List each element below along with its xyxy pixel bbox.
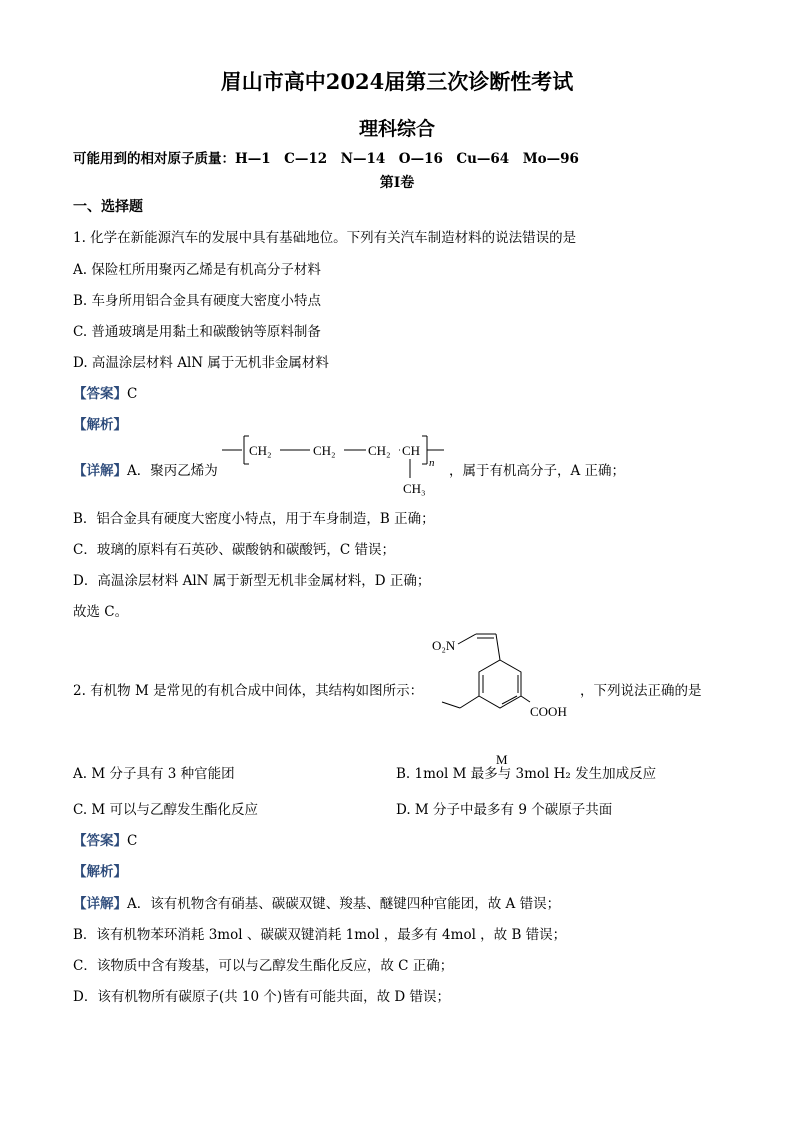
compound-label: M <box>496 752 508 767</box>
answer-value: C <box>127 386 138 402</box>
analysis-label: 【解析】 <box>73 864 127 880</box>
detail-a-text: A．该有机物含有硝基、碳碳双键、羧基、醚键四种官能团，故 A 错误； <box>127 896 561 912</box>
q1-option-d: D. 高温涂层材料 AlN 属于无机非金属材料 <box>73 355 329 371</box>
q2-option-a: A. M 分子具有 3 种官能团 <box>73 766 235 782</box>
q1-analysis <box>73 413 127 433</box>
no2-label: O₂N <box>432 638 456 653</box>
q2-answer <box>73 829 137 849</box>
answer-value: C <box>127 833 138 849</box>
q1-detail-b: B．铝合金具有硬度大密度小特点，用于车身制造，B 正确； <box>73 511 435 527</box>
formula-n: n <box>429 457 435 469</box>
q1-detail-d: D．高温涂层材料 AlN 属于新型无机非金属材料，D 正确； <box>73 573 431 589</box>
detail-label: 【详解】 <box>73 896 127 912</box>
answer-label: 【答案】 <box>73 386 127 402</box>
formula-unit-1: CH₂ <box>249 443 272 458</box>
q2-detail-b: B．该有机物苯环消耗 3mol 、碳碳双键消耗 1mol ，最多有 4mol ，故 B 错误； <box>73 927 567 943</box>
atomic-masses: 可能用到的相对原子质量：H—1 C—12 N—14 O—16 Cu—64 Mo—96 <box>73 151 579 167</box>
q2-detail-d: D．该有机物所有碳原子(共 10 个)皆有可能共面，故 D 错误； <box>73 989 451 1005</box>
q1-detail-c: C．玻璃的原料有石英砂、碳酸钠和碳酸钙，C 错误； <box>73 542 395 558</box>
formula-unit-3: CH₂ <box>368 443 391 458</box>
q1-stem: 1. 化学在新能源汽车的发展中具有基础地位。下列有关汽车制造材料的说法错误的是 <box>73 230 577 246</box>
q1-option-c: C. 普通玻璃是用黏土和碳酸钠等原料制备 <box>73 324 321 340</box>
q2-analysis <box>73 860 127 880</box>
q1-option-b: B. 车身所用铝合金具有硬度大密度小特点 <box>73 293 322 309</box>
q1-detail-a <box>73 459 218 479</box>
volume-label: 第Ⅰ卷 <box>379 175 415 191</box>
q2-option-d: D. M 分子中最多有 9 个碳原子共面 <box>396 802 613 818</box>
analysis-label: 【解析】 <box>73 417 127 433</box>
q1-answer <box>73 382 137 402</box>
exam-subtitle: 理科综合 <box>358 118 435 140</box>
q2-stem-prefix: 2. 有机物 M 是常见的有机合成中间体，其结构如图所示： <box>73 683 424 699</box>
detail-a-suffix: ，属于有机高分子，A 正确； <box>449 463 626 479</box>
q2-detail-c: C．该物质中含有羧基，可以与乙醇发生酯化反应，故 C 正确； <box>73 958 454 974</box>
cooh-label: COOH <box>530 704 567 719</box>
detail-a-prefix: A．聚丙乙烯为 <box>127 463 218 479</box>
exam-title: 眉山市高中2024届第三次诊断性考试 <box>220 69 574 94</box>
compound-m-structure <box>430 630 580 770</box>
q2-option-b: B. 1mol M 最多与 3mol H₂ 发生加成反应 <box>396 766 657 782</box>
polypropylene-formula <box>218 432 448 502</box>
formula-unit-2: CH₂ <box>313 443 336 458</box>
q1-conclusion: 故选 C。 <box>73 604 129 620</box>
q2-option-c: C. M 可以与乙醇发生酯化反应 <box>73 802 259 818</box>
formula-branch: CH₃ <box>403 481 426 496</box>
detail-label: 【详解】 <box>73 463 127 479</box>
formula-unit-4: CH <box>402 443 421 458</box>
section-title: 一、选择题 <box>73 199 143 215</box>
q2-detail-a <box>73 892 560 912</box>
answer-label: 【答案】 <box>73 833 127 849</box>
q2-stem-suffix: ，下列说法正确的是 <box>580 683 702 699</box>
q1-option-a: A. 保险杠所用聚丙乙烯是有机高分子材料 <box>73 262 321 278</box>
